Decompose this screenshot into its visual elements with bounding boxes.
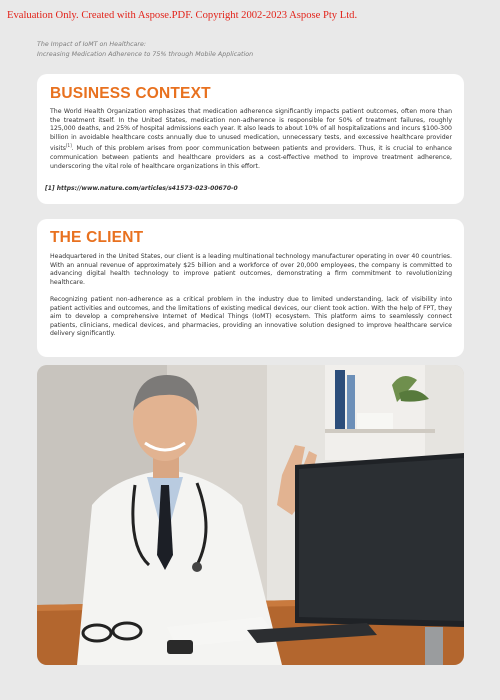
header-line-1: The Impact of IoMT on Healthcare: (37, 41, 146, 48)
client-card (37, 219, 464, 357)
citation-marker: [1] (65, 143, 72, 149)
business-context-title: BUSINESS CONTEXT (50, 85, 211, 102)
business-context-paragraph (50, 108, 452, 171)
watermark-text: Evaluation Only. Created with Aspose.PDF. Copyright 2002-2023 Aspose Pty Ltd. (7, 10, 358, 21)
document-header (37, 40, 253, 60)
client-title: THE CLIENT (50, 229, 144, 246)
header-line-2: Increasing Medication Adherence to 75% through Mobile Application (37, 51, 254, 58)
business-context-text-tail: . Much of this problem arises from poor communication between patients and providers. Thus, it is crucial to enhance communication between patients and healthcare providers as a cost-effective method to improve treatment adherence, underscoring the vital role of healthcare organizations in this effort. (50, 145, 452, 170)
business-context-text: The World Health Organization emphasizes that medication adherence significantly impacts patient outcomes, often more than the treatment itself. In the United States, medication non-adherence is responsible for 50% of treatment failures, roughly 125,000 deaths, and 25% of hospital admissions each year. It also leads to about 10% of all hospitalizations and incurs $100-300 billion in avoidable healthcare costs annually due to unused medication, unnecessary tests, and excessive healthcare provider visits (50, 108, 452, 153)
doctor-video-call-photo (37, 365, 464, 665)
business-context-card (37, 74, 464, 204)
client-paragraph-2: Recognizing patient non-adherence as a critical problem in the industry due to limited understanding, lack of visibility into patient activities and outcomes, and the limitations of existing medical devices, our client took action. With the help of FPT, they aim to develop a comprehensive Internet of Medical Things (IoMT) ecosystem. This platform aims to seamlessly connect patients, clinicians, medical devices, and pharmacies, providing an innovative solution designed to improve healthcare service delivery significantly. (50, 296, 452, 338)
client-paragraph-1: Headquartered in the United States, our client is a leading multinational technology manufacturer operating in over 40 countries. With an annual revenue of approximately $25 billion and a workforce of over 20,000 employees, the company is committed to advancing digital health technology to improve patient outcomes, demonstrating a firm commitment to revolutionizing healthcare. (50, 253, 452, 286)
reference-link[interactable]: [1] https://www.nature.com/articles/s41573-023-00670-0 (45, 185, 238, 192)
